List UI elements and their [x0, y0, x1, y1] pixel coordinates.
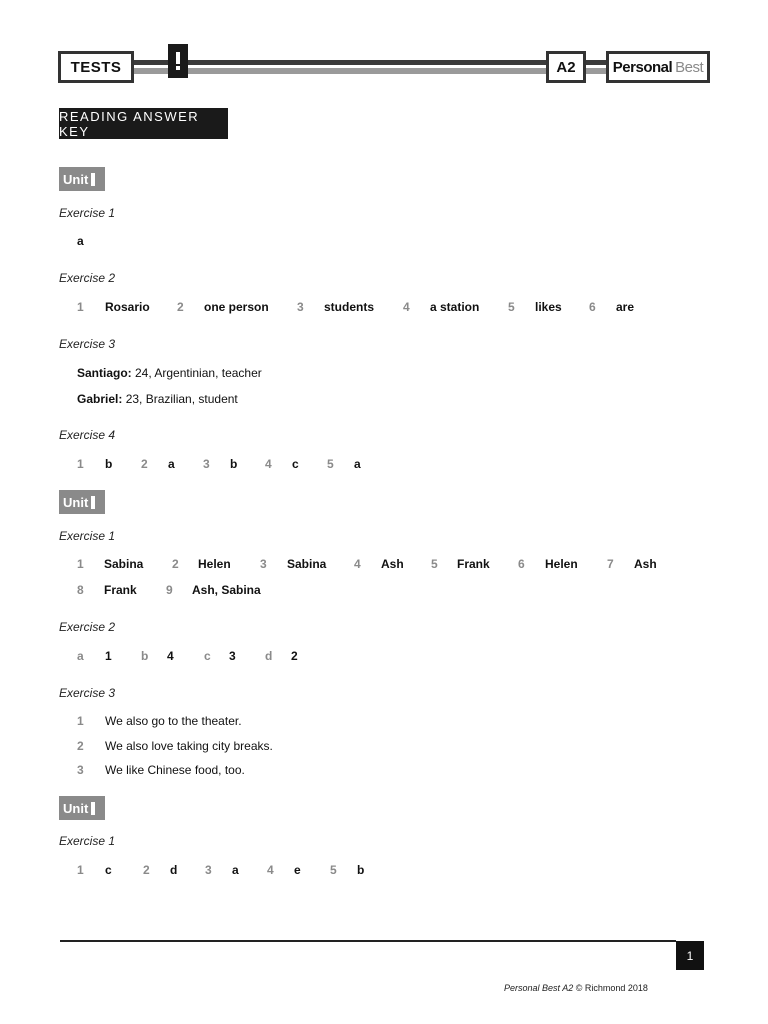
page-number: 1 — [676, 941, 704, 970]
exercise-heading: Exercise 1 — [59, 206, 116, 220]
answer-label: Gabriel: — [77, 392, 123, 406]
item-number: 1 — [77, 863, 84, 877]
answer: one person — [204, 300, 269, 314]
answer: Frank — [104, 583, 137, 597]
item-number: 5 — [330, 863, 337, 877]
answer: Rosario — [105, 300, 150, 314]
answer: 1 — [105, 649, 112, 663]
answer-line — [77, 366, 262, 380]
item-number: 9 — [166, 583, 173, 597]
item-number: 2 — [172, 557, 179, 571]
unit-number-mark — [91, 173, 95, 186]
item-number: 3 — [260, 557, 267, 571]
unit-label-text: Unit — [63, 494, 89, 510]
item-number: 3 — [203, 457, 210, 471]
item-number: 4 — [354, 557, 361, 571]
answer-row — [0, 763, 768, 781]
answer-text: 23, Brazilian, student — [122, 392, 238, 406]
unit-label — [59, 796, 105, 820]
exercise-heading: Exercise 3 — [59, 337, 116, 351]
unit-number-mark — [91, 496, 95, 509]
answer: b — [357, 863, 365, 877]
item-number: 1 — [77, 300, 84, 314]
item-number: 4 — [265, 457, 272, 471]
item-number: 4 — [403, 300, 410, 314]
answer: a — [77, 234, 84, 248]
item-number: 2 — [143, 863, 150, 877]
brand-logo — [606, 51, 710, 83]
copyright-notice — [504, 983, 648, 993]
item-letter: d — [265, 649, 273, 663]
answer-row — [0, 234, 768, 252]
answer-sentence: We like Chinese food, too. — [105, 763, 245, 777]
item-number: 5 — [327, 457, 334, 471]
answer-row — [0, 863, 768, 881]
item-number: 2 — [177, 300, 184, 314]
item-number: 2 — [141, 457, 148, 471]
answer-row — [0, 457, 768, 475]
item-number: 6 — [518, 557, 525, 571]
answer: a — [354, 457, 361, 471]
answer: a station — [430, 300, 480, 314]
answer-row — [0, 557, 768, 575]
answer-label: Santiago: — [77, 366, 132, 380]
page-title: READING ANSWER KEY — [59, 108, 228, 139]
answer-line — [77, 392, 238, 406]
answer: 3 — [229, 649, 236, 663]
item-number: 2 — [77, 739, 84, 753]
item-letter: c — [204, 649, 211, 663]
unit-label — [59, 167, 105, 191]
answer: Ash — [381, 557, 404, 571]
tests-label: TESTS — [58, 51, 134, 83]
answer: 4 — [167, 649, 174, 663]
book-title: Personal Best A2 — [504, 983, 574, 993]
answer: d — [170, 863, 178, 877]
item-number: 5 — [508, 300, 515, 314]
item-number: 1 — [77, 714, 84, 728]
answer: Sabina — [104, 557, 144, 571]
exercise-heading: Exercise 2 — [59, 620, 116, 634]
item-letter: a — [77, 649, 84, 663]
exercise-heading: Exercise 3 — [59, 686, 116, 700]
answer: Frank — [457, 557, 490, 571]
item-number: 3 — [77, 763, 84, 777]
answer-row — [0, 739, 768, 757]
answer: are — [616, 300, 635, 314]
answer: a — [168, 457, 175, 471]
answer: Helen — [198, 557, 231, 571]
exercise-heading: Exercise 2 — [59, 271, 116, 285]
answer-sentence: We also love taking city breaks. — [105, 739, 273, 753]
answer-row — [0, 714, 768, 732]
answer-text: 24, Argentinian, teacher — [131, 366, 262, 380]
answer: c — [105, 863, 112, 877]
answer: b — [105, 457, 113, 471]
answer-row — [0, 649, 768, 667]
item-number: 4 — [267, 863, 274, 877]
item-number: 7 — [607, 557, 614, 571]
unit-label — [59, 490, 105, 514]
item-number: 3 — [205, 863, 212, 877]
answer: Ash — [634, 557, 657, 571]
answer-row — [0, 300, 768, 318]
unit-number-mark — [91, 802, 95, 815]
answer: Helen — [545, 557, 578, 571]
brand-accent: Best — [675, 58, 704, 76]
unit-label-text: Unit — [63, 171, 89, 187]
level-badge: A2 — [546, 51, 586, 83]
item-letter: b — [141, 649, 149, 663]
item-number: 1 — [77, 457, 84, 471]
item-number: 3 — [297, 300, 304, 314]
answer: a — [232, 863, 239, 877]
answer: Sabina — [287, 557, 327, 571]
unit-label-text: Unit — [63, 800, 89, 816]
exclamation-icon — [168, 44, 188, 78]
item-number: 8 — [77, 583, 84, 597]
answer: 2 — [291, 649, 298, 663]
copyright-text: © Richmond 2018 — [573, 983, 648, 993]
exercise-heading: Exercise 1 — [59, 834, 116, 848]
exercise-heading: Exercise 4 — [59, 428, 116, 442]
item-number: 6 — [589, 300, 596, 314]
item-number: 1 — [77, 557, 84, 571]
answer-sentence: We also go to the theater. — [105, 714, 242, 728]
answer: likes — [535, 300, 562, 314]
item-number: 5 — [431, 557, 438, 571]
answer: c — [292, 457, 299, 471]
footer-rule — [60, 940, 676, 942]
answer: e — [294, 863, 301, 877]
brand-main: Personal — [612, 58, 673, 76]
answer: Ash, Sabina — [192, 583, 261, 597]
answer: b — [230, 457, 238, 471]
answer: students — [324, 300, 375, 314]
exercise-heading: Exercise 1 — [59, 529, 116, 543]
answer-row — [0, 583, 768, 601]
